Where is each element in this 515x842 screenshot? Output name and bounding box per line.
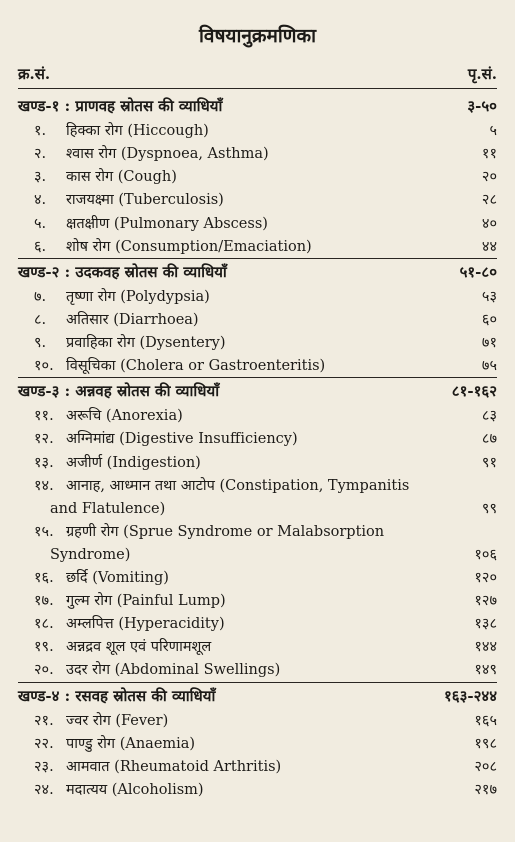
entry-page-number: ७१ [481,335,497,351]
entry-number: २१. [34,712,54,729]
entry-number: १७. [34,593,54,610]
section-rule [18,377,497,378]
entry-page-number: ४४ [481,238,497,255]
section-title: खण्ड-२ : उदकवह स्रोतस की व्याधियाँ [18,262,227,281]
entry-page-number: १४९ [474,662,497,679]
entry-number: ५. [34,215,47,232]
entry-page-number: १९८ [474,735,497,752]
entry-number: १८. [34,616,54,633]
section-rule [18,682,497,683]
entry-title: Syndrome) [50,546,131,563]
entry-title: प्रवाहिका रोग (Dysentery) [66,335,226,351]
entry-page-number: २८ [481,192,497,209]
entry-page-number: १६५ [474,712,497,729]
section-page-range: ८१-१६२ [451,382,497,401]
entry-title: छर्दि (Vomiting) [66,570,169,586]
entry-title: अजीर्ण (Indigestion) [66,454,201,471]
entry-title: विसूचिका (Cholera or Gastroenteritis) [66,358,326,375]
entry-number: १५. [34,523,54,540]
entry-title: तृष्णा रोग (Polydypsia) [66,288,210,305]
entry-number: १३. [34,454,54,471]
entry-page-number: ५ [489,123,497,140]
section-page-range: १६३-२४४ [443,686,497,705]
entry-title: उदर रोग (Abdominal Swellings) [66,662,281,679]
entry-title: ग्रहणी रोग (Sprue Syndrome or Malabsorption [66,523,385,540]
entry-title: अग्निमांद्य (Digestive Insufficiency) [66,431,298,448]
entry-title: क्षतक्षीण (Pulmonary Abscess) [66,215,268,232]
entry-number: २. [34,146,47,163]
entry-page-number: २१७ [474,781,497,798]
section-page-range: ३-५० [467,97,497,115]
entry-title: and Flatulence) [50,500,166,517]
header-rule [18,88,497,89]
entry-number: २०. [34,662,54,679]
entry-page-number: ५३ [481,288,497,305]
entry-number: १०. [34,358,54,375]
entry-title: श्वास रोग (Dyspnoea, Asthma) [66,146,269,163]
entry-title: आमवात (Rheumatoid Arthritis) [66,758,282,775]
entry-number: ८. [34,311,47,328]
entry-title: अन्नद्रव शूल एवं परिणामशूल [66,639,212,656]
entry-number: १६. [34,570,54,586]
entry-title: अम्लपित्त (Hyperacidity) [66,616,225,633]
entry-number: २३. [34,758,54,775]
section-page-range: ५१-८० [459,262,497,281]
entry-page-number: १०६ [474,546,497,563]
entry-page-number: ६० [481,311,497,328]
entry-page-number: १३८ [474,616,497,633]
entry-page-number: ११ [481,146,497,163]
entry-title: गुल्म रोग (Painful Lump) [66,593,226,610]
section-rule [18,258,497,259]
entry-number: ४. [34,192,47,209]
entry-number: १२. [34,431,54,448]
entry-page-number: ८३ [481,408,497,425]
entry-title: शोष रोग (Consumption/Emaciation) [66,238,312,255]
entry-title: हिक्का रोग (Hiccough) [66,123,209,140]
entry-title: अरूचि (Anorexia) [66,408,183,425]
entry-number: ११. [34,408,54,425]
entry-number: १४. [34,477,54,494]
entry-page-number: ९९ [481,500,497,517]
entry-number: ९. [34,335,47,351]
section-title: खण्ड-३ : अन्नवह स्रोतस की व्याधियाँ [18,382,220,401]
entry-page-number: १४४ [474,639,497,656]
entry-page-number: ४० [481,215,497,232]
entry-page-number: १२७ [474,593,497,610]
entry-title: मदात्यय (Alcoholism) [66,781,204,798]
entry-number: ६. [34,238,47,255]
entry-page-number: ९१ [481,454,497,471]
entry-page-number: १२० [474,570,497,586]
entry-page-number: २० [481,169,497,186]
entry-title: पाण्डु रोग (Anaemia) [66,735,196,752]
entry-title: आनाह, आध्मान तथा आटोप (Constipation, Tympanitis [66,477,410,494]
entry-page-number: ८७ [481,431,497,448]
entry-number: २२. [34,735,54,752]
entry-number: ३. [34,169,47,186]
entry-title: कास रोग (Cough) [66,169,177,186]
entry-page-number: ७५ [481,358,497,375]
column-header-page: पृ.सं. [467,65,497,83]
entry-number: २४. [34,781,54,798]
entry-title: अतिसार (Diarrhoea) [66,311,199,328]
entry-number: १. [34,123,47,140]
entry-title: राजयक्ष्मा (Tuberculosis) [66,192,224,209]
section-title: खण्ड-१ : प्राणवह स्रोतस की व्याधियाँ [18,97,223,115]
entry-number: १९. [34,639,54,656]
page-title: विषयानुक्रमणिका [198,25,317,47]
entry-number: ७. [34,288,47,305]
section-title: खण्ड-४ : रसवह स्रोतस की व्याधियाँ [18,686,216,705]
entry-title: ज्वर रोग (Fever) [66,712,169,729]
column-header-serial: क्र.सं. [18,65,51,83]
entry-page-number: २०८ [474,758,497,775]
